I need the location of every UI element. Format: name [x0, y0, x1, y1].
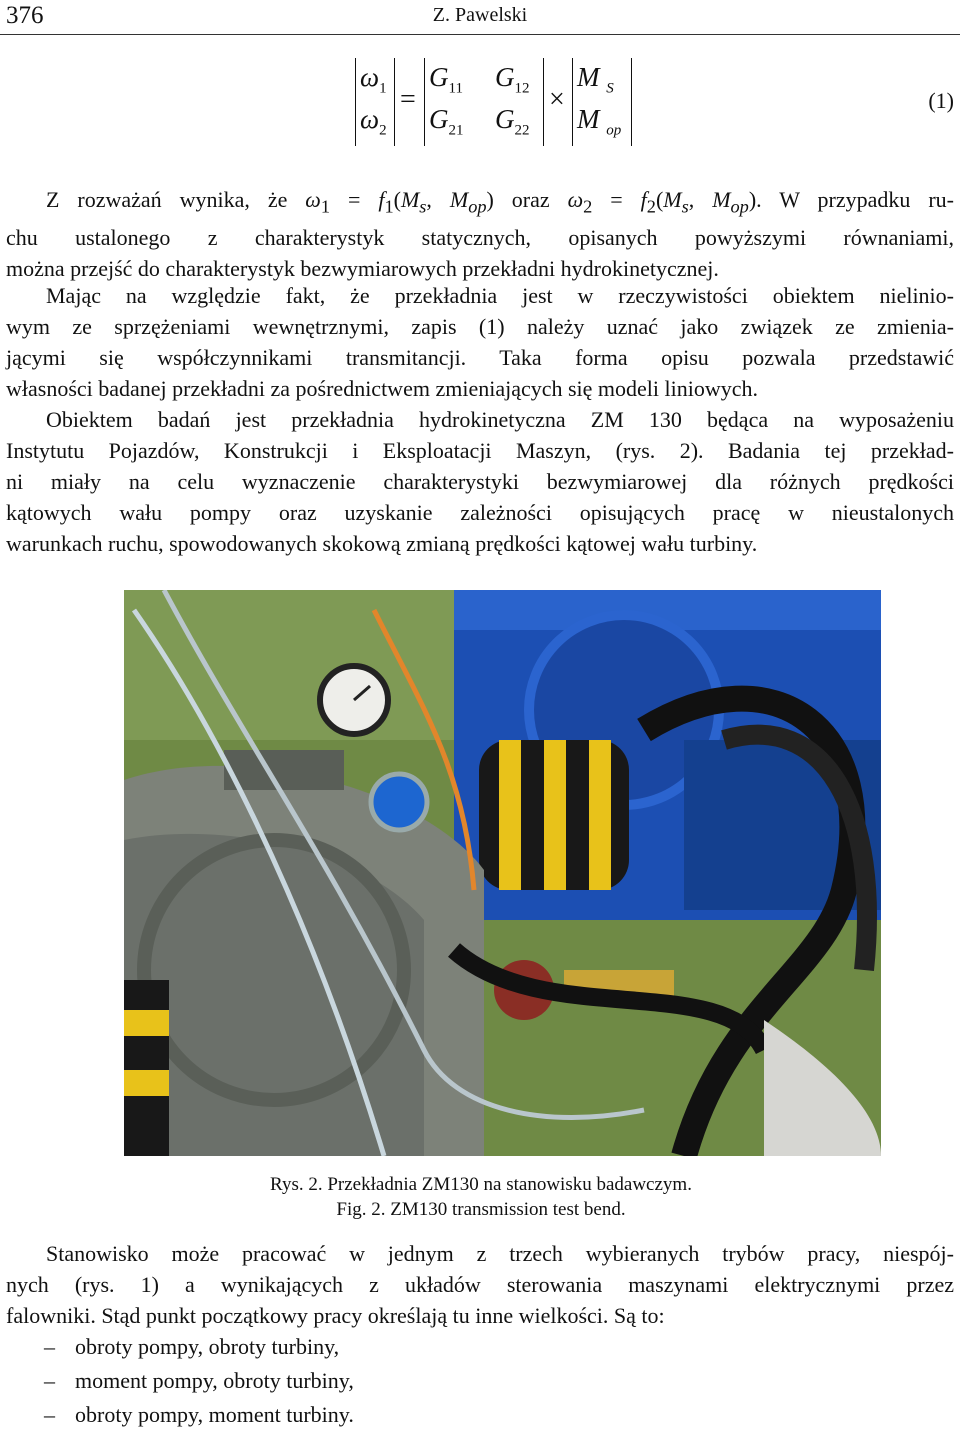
paragraph-3: [6, 404, 954, 559]
striped-coupling: [479, 740, 629, 890]
figure-caption-en: Fig. 2. ZM130 transmission test bend.: [336, 1199, 626, 1220]
paragraph-3-line-5: warunkach ruchu, spowodowanych skokową zmianą prędkości kątowej wału turbiny.: [6, 531, 758, 556]
transfer-matrix: [424, 58, 544, 146]
list-item: – moment pompy, obroty turbiny,: [44, 1368, 354, 1393]
paragraph-4-line-1: Stanowisko może pracować w jednym z trzech wybieranych trybów pracy, niespój-: [46, 1241, 954, 1266]
figure-caption-pl: Rys. 2. Przekładnia ZM130 na stanowisku badawczym.: [270, 1174, 692, 1195]
valve-block: [224, 750, 344, 790]
paragraph-1-line-3: można przejść do charakterystyk bezwymiarowych przekładni hydrokinetycznej.: [6, 256, 719, 282]
test-bench-photo: [124, 590, 881, 1156]
paragraph-1-line-2: chu ustalonego z charakterystyk statycznych, opisanych powyższymi równaniami,: [6, 225, 954, 251]
paragraph-2-line-4: własności badanej przekładni za pośrednictwem zmieniających się modeli liniowych.: [6, 376, 759, 401]
paragraph-3-line-3: ni miały na celu wyznaczenie charakterystyki bezwymiarowej dla różnych prędkości: [6, 469, 954, 494]
running-head-author: Z. Pawelski: [432, 4, 528, 26]
omega-1: $\omega_1$: [360, 62, 387, 97]
g21: $G_{21}$: [429, 104, 464, 139]
paragraph-4-line-3: falowniki. Stąd punkt początkowy pracy określają tu inne wielkości. Są to:: [6, 1303, 665, 1328]
paragraph-2-line-2: wym ze sprzężeniami wewnętrznymi, zapis (1) należy uznać jako związek ze zmienia-: [6, 314, 954, 339]
list-item: – obroty pompy, moment turbiny.: [44, 1402, 354, 1427]
equation-number: (1): [928, 88, 954, 113]
paragraph-1: [6, 184, 954, 284]
paragraph-2: [6, 280, 954, 404]
sensor-blue: [371, 774, 427, 830]
omega-vector: [355, 58, 395, 146]
list-item: – obroty pompy, obroty turbiny,: [44, 1334, 340, 1359]
m-s: M $_S$: [577, 62, 614, 97]
black-yellow-guard: [124, 980, 169, 1156]
g22: $G_{22}$: [495, 104, 530, 139]
g11: $G_{11}$: [429, 62, 463, 97]
omega-2: $\omega_2$: [360, 104, 387, 139]
paragraph-3-line-4: kątowych wału pompy oraz uzyskanie zależności opisujących pracę w nieustalonych: [6, 500, 954, 525]
paragraph-2-line-1: Mając na względzie fakt, że przekładnia jest w rzeczywistości obiektem nielinio-: [46, 283, 954, 308]
page-number: 376: [6, 2, 44, 29]
equals-sign: =: [400, 84, 416, 115]
times-sign: ×: [549, 84, 565, 115]
moment-vector: [572, 58, 632, 146]
paragraph-1-line-1: Z rozważań wynika, że $\omega_1 = f_1(M_s$, $M_{op}$) oraz $\omega_2 = f_2(M_s$, $M_{op}$). W przypadku ru-: [46, 187, 954, 217]
paragraph-4-line-2: nych (rys. 1) a wynikających z układów sterowania maszynami elektrycznymi przez: [6, 1272, 954, 1297]
paragraph-3-line-2: Instytutu Pojazdów, Konstrukcji i Eksploatacji Maszyn, (rys. 2). Badania tej przekład-: [6, 438, 954, 463]
paragraph-4: [6, 1238, 954, 1331]
operating-modes-list: [44, 1330, 354, 1432]
g12: $G_{12}$: [495, 62, 530, 97]
paragraph-2-line-3: jącymi się współczynnikami transmitancji. Taka forma opisu pozwala przedstawić: [6, 345, 954, 370]
page-header: [0, 0, 960, 35]
m-op: M $_{op}$: [577, 104, 622, 139]
equation-1: [0, 54, 960, 154]
paragraph-3-line-1: Obiektem badań jest przekładnia hydrokinetyczna ZM 130 będąca na wyposażeniu: [46, 407, 954, 432]
